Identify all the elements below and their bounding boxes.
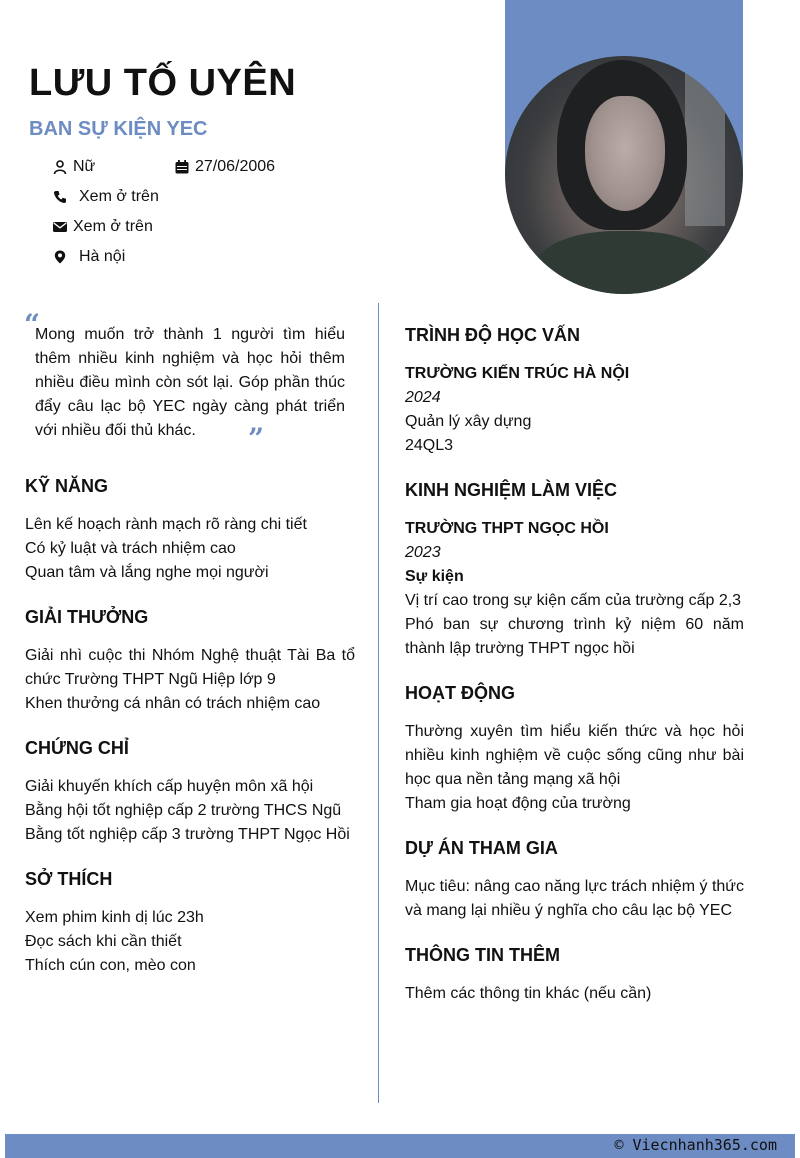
- projects-title: DỰ ÁN THAM GIA: [405, 838, 558, 858]
- skills-section: [25, 476, 355, 585]
- gender-text: Nữ: [73, 158, 96, 175]
- career-objective: Mong muốn trở thành 1 người tìm hiểu thêm nhiều kinh nghiệm và học hỏi thêm nhiều điều mình còn sót lại. Góp phần thúc đẩy câu lạc bộ YEC ngày càng phát triển với nhiều đối thủ khác.: [35, 326, 345, 439]
- education-title: TRÌNH ĐỘ HỌC VẤN: [405, 325, 580, 345]
- education-year: 2024: [405, 389, 441, 406]
- phone-text: Xem ở trên: [79, 188, 159, 205]
- list-item: Mục tiêu: nâng cao năng lực trách nhiệm ý thức và mang lại nhiều ý nghĩa cho câu lạc bộ YEC: [405, 878, 744, 919]
- skills-title: KỸ NĂNG: [25, 476, 109, 496]
- column-divider: [378, 303, 379, 1103]
- profile-photo: [505, 56, 743, 294]
- right-column: [405, 325, 744, 1028]
- list-item: Vị trí cao trong sự kiện cấm của trường cấp 2,3: [405, 592, 742, 609]
- experience-title: KINH NGHIỆM LÀM VIỆC: [405, 480, 618, 500]
- additional-info-section: [405, 945, 744, 1006]
- list-item: Thích cún con, mèo con: [25, 957, 196, 974]
- list-item: Lên kế hoạch rành mạch rõ ràng chi tiết: [25, 516, 307, 533]
- hobbies-title: SỞ THÍCH: [25, 869, 113, 889]
- awards-section: [25, 607, 355, 716]
- activities-section: [405, 683, 744, 816]
- phone-icon: [53, 190, 67, 204]
- list-item: Phó ban sự chương trình kỷ niệm 60 năm thành lập trường THPT ngọc hồi: [405, 616, 744, 657]
- list-item: Quan tâm và lắng nghe mọi người: [25, 564, 269, 581]
- education-section: [405, 325, 744, 458]
- list-item: Bằng tốt nghiệp cấp 3 trường THPT Ngọc Hồi: [25, 826, 350, 843]
- left-column: [25, 476, 355, 1000]
- list-item: Có kỷ luật và trách nhiệm cao: [25, 540, 236, 557]
- person-icon: [53, 160, 67, 174]
- education-class: 24QL3: [405, 437, 454, 454]
- candidate-name: LƯU TỐ UYÊN: [29, 62, 297, 104]
- projects-section: [405, 838, 744, 923]
- email-info: [53, 218, 153, 236]
- experience-year: 2023: [405, 544, 441, 561]
- list-item: Bằng hội tốt nghiệp cấp 2 trường THCS Ngũ: [25, 802, 342, 819]
- open-quote-icon: “: [24, 308, 41, 341]
- list-item: Xem phim kinh dị lúc 23h: [25, 909, 204, 926]
- phone-info: [53, 188, 159, 206]
- gender-info: [53, 158, 95, 176]
- activities-title: HOẠT ĐỘNG: [405, 683, 515, 703]
- list-item: Đọc sách khi cần thiết: [25, 933, 182, 950]
- location-pin-icon: [53, 250, 67, 264]
- list-item: Thêm các thông tin khác (nếu cần): [405, 985, 652, 1002]
- footer-bar: [5, 1134, 795, 1158]
- additional-info-title: THÔNG TIN THÊM: [405, 945, 560, 965]
- certificates-section: [25, 738, 355, 847]
- list-item: Thường xuyên tìm hiểu kiến thức và học hỏi nhiều kinh nghiệm về cuộc sống cũng như bài học qua nền tảng mạng xã hội: [405, 723, 744, 788]
- list-item: Khen thưởng cá nhân có trách nhiệm cao: [25, 695, 321, 712]
- email-text: Xem ở trên: [73, 218, 153, 235]
- education-major: Quản lý xây dựng: [405, 413, 532, 430]
- candidate-role: BAN SỰ KIỆN YEC: [29, 118, 208, 140]
- list-item: Giải khuyến khích cấp huyện môn xã hội: [25, 778, 314, 795]
- address-text: Hà nội: [79, 248, 126, 265]
- close-quote-icon: ”: [248, 422, 265, 455]
- list-item: Tham gia hoạt động của trường: [405, 795, 631, 812]
- birthday-text: 27/06/2006: [195, 158, 276, 175]
- education-school: TRƯỜNG KIẾN TRÚC HÀ NỘI: [405, 365, 630, 382]
- certificates-title: CHỨNG CHỈ: [25, 738, 129, 758]
- email-icon: [53, 220, 67, 234]
- address-info: [53, 248, 125, 266]
- awards-title: GIẢI THƯỞNG: [25, 607, 149, 627]
- list-item: Giải nhì cuộc thi Nhóm Nghệ thuật Tài Ba tổ chức Trường THPT Ngũ Hiệp lớp 9: [25, 647, 355, 688]
- experience-position: Sự kiện: [405, 568, 464, 585]
- experience-section: [405, 480, 744, 661]
- hobbies-section: [25, 869, 355, 978]
- birthday-info: [175, 158, 275, 176]
- calendar-icon: [175, 160, 189, 174]
- footer-copyright: © Viecnhanh365.com: [614, 1136, 777, 1154]
- experience-company: TRƯỜNG THPT NGỌC HỒI: [405, 520, 609, 537]
